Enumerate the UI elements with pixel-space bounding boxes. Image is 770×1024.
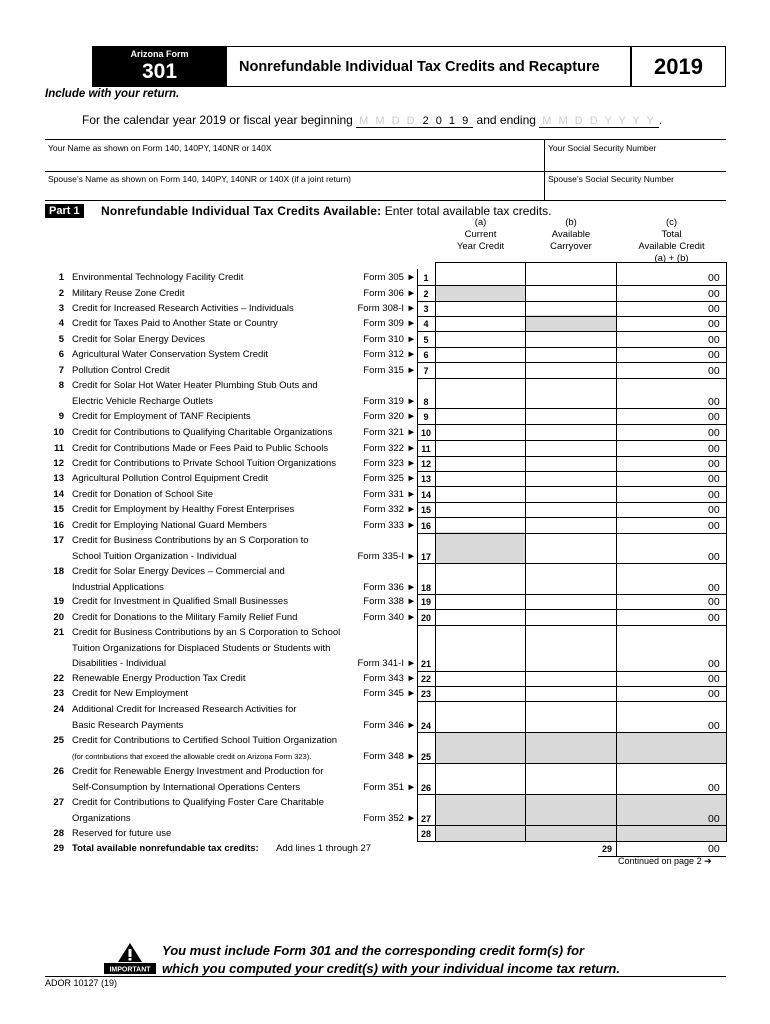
row-line (417, 285, 726, 286)
line-description: Military Reuse Zone Credit (72, 288, 185, 299)
shaded-cell (436, 285, 525, 301)
form-reference: Form 343 ► (363, 673, 416, 684)
line-description: Electric Vehicle Recharge Outlets (72, 395, 213, 407)
row-line (417, 594, 726, 595)
line-description: Credit for Employment by Healthy Forest Enterprises (72, 504, 295, 515)
line-description: Credit for Business Contributions by an S Corporation to School (72, 627, 341, 638)
line-description: Credit for Renewable Energy Investment and Production for (72, 766, 324, 777)
line-description: School Tuition Organization - Individual (72, 550, 237, 562)
line-box-number: 1 (423, 273, 429, 283)
form-reference: Form 309 ► (363, 318, 416, 329)
column-b-header: (b) Available Carryover (550, 217, 592, 252)
line-number: 21 (53, 627, 64, 638)
line-number: 18 (53, 566, 64, 577)
form-title: Nonrefundable Individual Tax Credits and Recapture (239, 59, 600, 75)
line-description: Organizations (72, 812, 131, 824)
form-reference: Form 308-I ► (357, 303, 416, 314)
line-description: Credit for Solar Hot Water Heater Plumbing Stub Outs and (72, 380, 318, 391)
form-reference: Form 321 ► (363, 427, 416, 438)
cents-field[interactable]: 00 (708, 612, 720, 624)
line-box-number: 8 (423, 396, 429, 407)
line-description: Credit for New Employment (72, 688, 189, 699)
line-number: 10 (53, 427, 64, 438)
cents-field[interactable]: 00 (708, 272, 720, 284)
line-box-number: 11 (421, 444, 431, 454)
line-number: 13 (53, 473, 64, 484)
line-number: 20 (53, 612, 64, 623)
cents-field[interactable]: 00 (708, 719, 720, 732)
include-note: Include with your return. (45, 88, 180, 100)
line-box-number: 12 (420, 459, 431, 469)
column-c-header: (c) Total Available Credit (a) + (b) (638, 217, 705, 264)
cents-field[interactable]: 00 (708, 504, 720, 516)
line-box-number: 19 (420, 597, 431, 607)
form-reference: Form 319 ► (363, 395, 416, 407)
line-box-number: 4 (423, 319, 429, 329)
line-box-number: 22 (420, 674, 431, 684)
line-number: 26 (53, 766, 64, 777)
line-box-number: 23 (420, 689, 431, 699)
row-line (417, 825, 726, 826)
row-line (436, 262, 726, 263)
cents-field[interactable]: 00 (708, 688, 720, 700)
line-box-number: 28 (420, 829, 431, 839)
form-reference: Form 325 ► (363, 473, 416, 484)
tax-year-box (631, 46, 726, 87)
line-description: Credit for Increased Research Activities – Individuals (72, 303, 294, 314)
cents-field[interactable]: 00 (708, 365, 720, 377)
shaded-cell (436, 825, 525, 841)
important-note: You must include Form 301 and the corresponding credit form(s) for which you computed your credit(s) with your individual income tax return. (162, 943, 620, 976)
row-line (417, 517, 726, 518)
line-description: Basic Research Payments (72, 719, 184, 731)
line-box-number: 21 (420, 659, 431, 669)
line-description: Credit for Solar Energy Devices (72, 334, 206, 345)
line-number: 7 (58, 365, 64, 376)
line-description: Total available nonrefundable tax credits: (72, 843, 259, 854)
cents-field[interactable]: 00 (708, 458, 720, 470)
form-reference: Form 336 ► (363, 581, 416, 593)
line-description: Credit for Contributions Made or Fees Paid to Public Schools (72, 443, 329, 454)
important-label: IMPORTANT (109, 966, 151, 974)
part-1-title: Nonrefundable Individual Tax Credits Available: Enter total available tax credits. (101, 204, 552, 218)
line-box-number: 9 (423, 412, 429, 422)
column-line (435, 262, 436, 842)
line-description: Credit for Business Contributions by an S Corporation to (72, 535, 309, 546)
cents-field[interactable]: 00 (708, 596, 720, 608)
shaded-cell (436, 732, 525, 763)
line-description: Credit for Donations to the Military Family Relief Fund (72, 612, 298, 623)
line-box-number: 6 (423, 350, 429, 360)
row-line (417, 301, 726, 302)
line-number: 11 (53, 443, 64, 454)
line-description: Renewable Energy Production Tax Credit (72, 673, 246, 684)
form-title-box (227, 46, 631, 87)
cents-field[interactable]: 00 (708, 489, 720, 501)
line-description: Credit for Employment of TANF Recipients (72, 411, 251, 422)
footer-code: ADOR 10127 (19) (45, 976, 726, 988)
part-1-tag: Part 1 (45, 204, 84, 218)
line-description: Environmental Technology Facility Credit (72, 272, 244, 283)
cents-field[interactable]: 00 (708, 473, 720, 485)
spouse-name-field[interactable]: Spouse’s Name as shown on Form 140, 140PY, 140NR or 140X (if a joint return) (48, 174, 352, 184)
spouse-ssn-field[interactable]: Spouse’s Social Security Number (548, 174, 674, 184)
begin-date-field[interactable]: M M D D (356, 115, 419, 128)
warning-icon (104, 942, 156, 974)
line-description: Additional Credit for Increased Research Activities for (72, 704, 297, 715)
your-name-field[interactable]: Your Name as shown on Form 140, 140PY, 140NR or 140X (48, 143, 272, 153)
form-reference: Form 338 ► (363, 596, 416, 607)
line-number: 23 (53, 688, 64, 699)
cents-field[interactable]: 00 (708, 843, 720, 855)
form-reference: Form 322 ► (363, 443, 416, 454)
line-description: Pollution Control Credit (72, 365, 170, 376)
line-box-number: 24 (420, 720, 431, 731)
line-description: Industrial Applications (72, 581, 164, 593)
form-reference: Form 310 ► (363, 334, 416, 345)
line-number: 24 (53, 704, 64, 715)
shaded-cell (526, 825, 616, 841)
row-line (417, 763, 726, 764)
row-line (417, 625, 726, 626)
row-line (417, 378, 726, 379)
row-line (417, 732, 726, 733)
line-number: 9 (58, 411, 64, 422)
line-description: Credit for Contributions to Qualifying Foster Care Charitable (72, 797, 324, 808)
line-description: Reserved for future use (72, 828, 172, 839)
row-line (417, 563, 726, 564)
line-box-number: 25 (420, 751, 431, 762)
line-box-number: 3 (423, 304, 429, 314)
shaded-cell (617, 732, 726, 763)
line-description: Tuition Organizations for Displaced Students or Students with (72, 642, 331, 654)
column-line (616, 842, 617, 856)
line-description: Credit for Contributions to Private School Tuition Organizations (72, 458, 337, 469)
cents-field[interactable]: 00 (708, 303, 720, 315)
cents-field[interactable]: 00 (708, 581, 720, 594)
cents-field[interactable]: 00 (708, 781, 720, 794)
line-description: Credit for Contributions to Qualifying Charitable Organizations (72, 427, 333, 438)
row-line (417, 471, 726, 472)
line-description: Disabilities - Individual (72, 658, 166, 669)
form-reference: Form 306 ► (363, 288, 416, 299)
column-line (525, 262, 526, 842)
line-number: 27 (53, 797, 64, 808)
calendar-line (82, 113, 662, 128)
name-section (45, 139, 726, 201)
row-line (417, 347, 726, 348)
form-reference: Form 305 ► (363, 272, 416, 283)
continued-note: Continued on page 2 ➔ (618, 856, 712, 866)
line-number: 22 (53, 673, 64, 684)
cents-field[interactable]: 00 (708, 812, 720, 825)
line-number: 3 (58, 303, 64, 314)
line-number: 15 (53, 504, 64, 515)
line-number: 4 (58, 318, 64, 329)
form-reference: Form 348 ► (363, 750, 416, 762)
row-line (417, 362, 726, 363)
form-reference: Form 352 ► (363, 812, 416, 824)
row-line (417, 316, 726, 317)
line-description: Credit for Solar Energy Devices – Commercial and (72, 566, 285, 577)
line-number: 8 (58, 380, 64, 391)
row-line (417, 456, 726, 457)
cents-field[interactable]: 00 (708, 427, 720, 439)
line-box-number: 2 (423, 289, 429, 299)
calendar-middle: and ending (476, 113, 536, 127)
cents-field[interactable]: 00 (708, 520, 720, 532)
form-reference: Form 340 ► (363, 612, 416, 623)
line-number: 29 (53, 843, 64, 854)
line-box-number: 20 (420, 613, 431, 623)
cents-field[interactable]: 00 (708, 673, 720, 685)
row-line (417, 502, 726, 503)
end-date-field[interactable]: M M D D Y Y Y Y (539, 115, 659, 128)
calendar-prefix: For the calendar year 2019 or fiscal year beginning (82, 113, 353, 127)
form-number: 301 (141, 60, 178, 83)
shaded-cell (436, 532, 525, 563)
line-description: Credit for Investment in Qualified Small Businesses (72, 596, 288, 607)
row-line (417, 408, 726, 409)
cents-field[interactable]: 00 (708, 349, 720, 361)
line-number: 12 (53, 458, 64, 469)
form-reference: Form 335-I ► (357, 550, 416, 562)
line-box-number: 29 (601, 844, 612, 854)
cents-field[interactable]: 00 (708, 658, 720, 670)
form-reference: Form 346 ► (363, 719, 416, 731)
row-line (417, 440, 726, 441)
line-number: 14 (53, 489, 64, 500)
line-number: 28 (53, 828, 64, 839)
line-description: Add lines 1 through 27 (276, 843, 372, 854)
row-line (417, 671, 726, 672)
line-description: Credit for Contributions to Certified School Tuition Organization (72, 735, 338, 746)
line-number: 19 (53, 596, 64, 607)
shaded-cell (526, 732, 616, 763)
form-reference: Form 332 ► (363, 504, 416, 515)
cents-field[interactable]: 00 (708, 318, 720, 330)
shaded-cell (526, 315, 616, 331)
column-a-header: (a) Current Year Credit (456, 217, 505, 252)
shaded-cell (436, 794, 525, 825)
form-reference: Form 331 ► (363, 489, 416, 500)
line-number: 25 (53, 735, 64, 746)
form-reference: Form 345 ► (363, 688, 416, 699)
line-box-number: 5 (423, 335, 429, 345)
line-number: 1 (58, 272, 64, 283)
form-number-box (92, 46, 227, 87)
form-reference: Form 323 ► (363, 458, 416, 469)
row-line (417, 701, 726, 702)
shaded-cell (526, 794, 616, 825)
form-reference: Form 320 ► (363, 411, 416, 422)
row-line (417, 841, 726, 842)
form-label: Arizona Form (130, 49, 189, 59)
row-line (417, 486, 726, 487)
cents-field[interactable]: 00 (708, 550, 720, 563)
form-reference: Form 315 ► (363, 365, 416, 376)
line-box-number: 26 (420, 782, 431, 793)
line-box-number: 17 (420, 551, 431, 562)
form-reference: Form 341-I ► (357, 658, 416, 669)
line-number: 16 (53, 520, 64, 531)
line-description: Credit for Donation of School Site (72, 489, 213, 500)
line-description: Agricultural Water Conservation System Credit (72, 349, 269, 360)
cents-field[interactable]: 00 (708, 334, 720, 346)
line-box-number: 15 (420, 505, 431, 515)
form-reference: Form 351 ► (363, 781, 416, 793)
tax-year: 2019 (654, 54, 703, 79)
line-box-number: 18 (420, 582, 431, 593)
row-line (417, 609, 726, 610)
your-ssn-field[interactable]: Your Social Security Number (548, 143, 657, 153)
row-line (417, 424, 726, 425)
line-number: 6 (58, 349, 64, 360)
line-description: (for contributions that exceed the allowable credit on Arizona Form 323). (72, 751, 312, 761)
line-box-number: 10 (420, 428, 431, 438)
line-number: 2 (58, 288, 64, 299)
column-line (616, 262, 617, 842)
row-line (417, 794, 726, 795)
cents-field[interactable]: 00 (708, 411, 720, 423)
cents-field[interactable]: 00 (708, 443, 720, 455)
line-number: 5 (58, 334, 64, 345)
line-box-number: 13 (420, 474, 431, 484)
line-number: 17 (53, 535, 64, 546)
line-box-number: 14 (420, 490, 431, 500)
form-reference: Form 333 ► (363, 520, 416, 531)
shaded-cell (617, 825, 726, 841)
line-description: Self-Consumption by International Operations Centers (72, 781, 301, 793)
cents-field[interactable]: 00 (708, 288, 720, 300)
row-line (417, 331, 726, 332)
begin-year-field[interactable]: 2 0 1 9 (420, 115, 474, 128)
line-box-number: 16 (420, 521, 431, 531)
cents-field[interactable]: 00 (708, 395, 720, 408)
line-description: Agricultural Pollution Control Equipment Credit (72, 473, 268, 484)
row-line (417, 533, 726, 534)
line-box-number: 7 (423, 366, 429, 376)
line-description: Credit for Employing National Guard Members (72, 520, 267, 531)
form-reference: Form 312 ► (363, 349, 416, 360)
row-line (417, 686, 726, 687)
column-line (726, 262, 727, 842)
calendar-suffix: . (658, 113, 663, 127)
line-description: Credit for Taxes Paid to Another State or Country (72, 318, 278, 329)
line-box-number: 27 (420, 813, 431, 824)
